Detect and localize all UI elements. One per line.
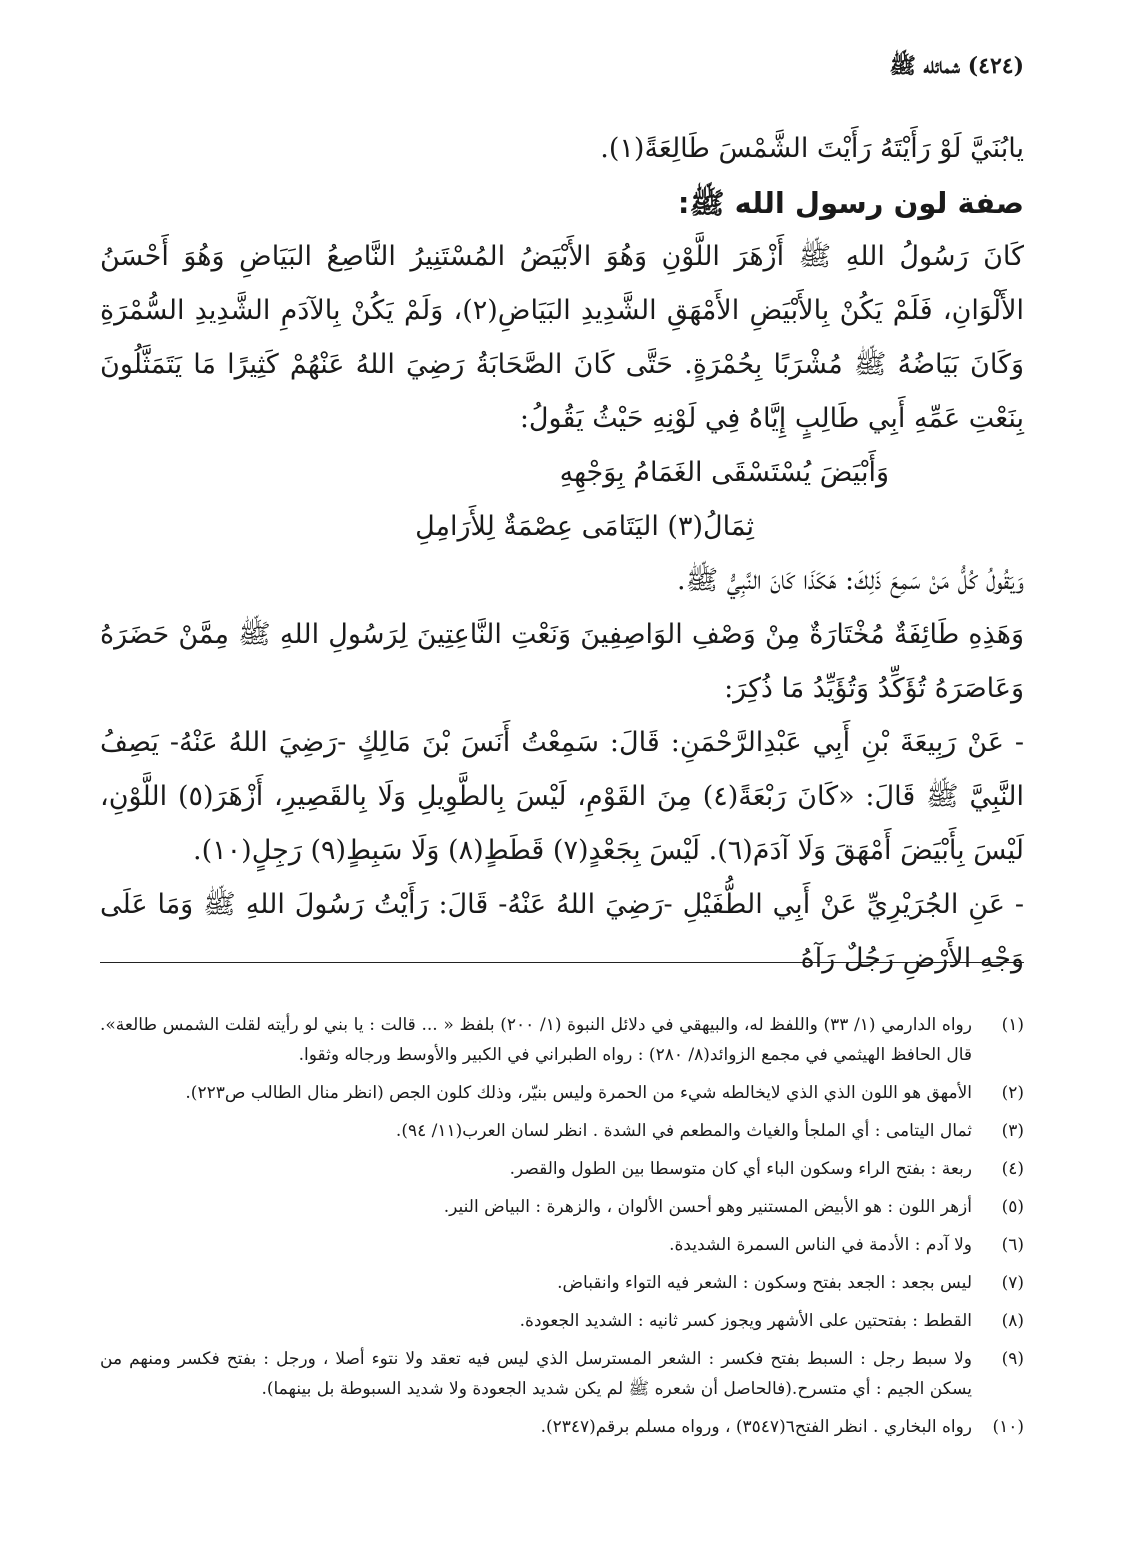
paragraph-complexion: كَانَ رَسُولُ اللهِ ﷺ أَزْهَرَ اللَّوْنِ وَهُوَ الأَبْيَضُ المُسْتَنِيرُ النَّاصِعُ البَيَاضِ وَهُوَ أَحْسَنُ الأَلْوَانِ، فَلَمْ يَكُنْ بِالأَبْيَضِ الأَمْهَقِ الشَّدِيدِ البَيَاضِ(٢)، وَلَمْ يَكُنْ بِالآدَمِ الشَّدِيدِ السُّمْرَةِ وَكَانَ بَيَاضُهُ ﷺ مُشْرَبًا بِحُمْرَةٍ. حَتَّى كَانَ الصَّحَابَةُ رَضِيَ اللهُ عَنْهُمْ كَثِيرًا مَا يَتَمَثَّلُونَ بِنَعْتِ عَمِّهِ أَبِي طَالِبٍ إِيَّاهُ فِي لَوْنِهِ حَيْثُ يَقُولُ:	[100, 241, 1024, 434]
footnote-text: ولا آدم : الأدمة في الناس السمرة الشديدة.	[669, 1235, 972, 1255]
footnote-number: (٧)	[1001, 1273, 1024, 1293]
footnote-text: ربعة : بفتح الراء وسكون الباء أي كان متوسطا بين الطول والقصر.	[509, 1159, 972, 1179]
footnotes	[100, 1010, 1024, 1450]
footnote-number: (٢)	[1001, 1083, 1024, 1103]
footnote	[100, 1154, 1024, 1184]
footnote-divider	[100, 962, 1024, 963]
footnote	[100, 1116, 1024, 1146]
hadith-rabia: - عَنْ رَبِيعَةَ بْنِ أَبِي عَبْدِالرَّحْمَنِ: قَالَ: سَمِعْتُ أَنَسَ بْنَ مَالِكٍ -رَضِيَ اللهُ عَنْهُ- يَصِفُ النَّبِيَّ ﷺ قَالَ: «كَانَ رَبْعَةً(٤) مِنَ القَوْمِ، لَيْسَ بِالطَّوِيلِ وَلَا بِالقَصِيرِ، أَزْهَرَ(٥) اللَّوْنِ، لَيْسَ بِأَبْيَضَ أَمْهَقَ وَلَا آدَمَ(٦). لَيْسَ بِجَعْدٍ(٧) قَطَطٍ(٨) وَلَا سَبِطٍ(٩) رَجِلٍ(١٠).	[100, 727, 1024, 866]
intro-paragraph: يابُنَيَّ لَوْ رَأَيْتَهُ رَأَيْتَ الشَّمْسَ طَالِعَةً(١).	[600, 133, 1024, 164]
paragraph-listeners: وَيَقُولُ كُلُّ مَنْ سَمِعَ ذَلِكَ: هَكَذَا كَانَ النَّبِيُّ ﷺ.	[677, 565, 1024, 596]
section-heading: صفة لون رسول الله ﷺ:	[677, 186, 1024, 220]
page-header: (٤٢٤) شمائله ﷺ	[889, 53, 1024, 79]
footnote	[100, 1078, 1024, 1108]
footnote-text: أزهر اللون : هو الأبيض المستنير وهو أحسن الألوان ، والزهرة : البياض النير.	[443, 1197, 972, 1217]
footnote-text: القطط : بفتحتين على الأشهر ويجوز كسر ثانيه : الشديد الجعودة.	[519, 1311, 972, 1331]
footnote-number: (٦)	[1001, 1235, 1024, 1255]
footnote-text: الأمهق هو اللون الذي الذي لايخالطه شيء من الحمرة وليس بنيّر، وذلك كلون الجص (انظر منال الطالب ص٢٢٣).	[185, 1083, 972, 1103]
footnote-number: (٩)	[1001, 1349, 1024, 1369]
poem-verse-first: وَأَبْيَضَ يُسْتَسْقَى الغَمَامُ بِوَجْهِهِ	[559, 457, 889, 488]
footnote	[100, 1412, 1024, 1442]
footnote	[100, 1344, 1024, 1404]
footnote	[100, 1230, 1024, 1260]
footnote-text: رواه البخاري . انظر الفتح٦(٣٥٤٧) ، ورواه مسلم برقم(٢٣٤٧).	[540, 1417, 972, 1437]
main-text	[100, 122, 1024, 986]
footnote-number: (٣)	[1001, 1121, 1024, 1141]
footnote-text: ليس بجعد : الجعد بفتح وسكون : الشعر فيه التواء وانقباض.	[557, 1273, 972, 1293]
footnote	[100, 1306, 1024, 1336]
footnote-number: (٥)	[1001, 1197, 1024, 1217]
footnote-text: ثمال اليتامى : أي الملجأ والغياث والمطعم في الشدة . انظر لسان العرب(١١/ ٩٤).	[395, 1121, 972, 1141]
footnote-number: (٨)	[1001, 1311, 1024, 1331]
footnote	[100, 1268, 1024, 1298]
footnote-number: (١٠)	[992, 1417, 1024, 1437]
footnote	[100, 1192, 1024, 1222]
footnote	[100, 1010, 1024, 1070]
poem-verse-second: ثِمَالُ(٣) اليَتَامَى عِصْمَةٌ لِلأَرَامِلِ	[415, 511, 754, 542]
footnote-text: ولا سبط رجل : السبط بفتح فكسر : الشعر المسترسل الذي ليس فيه تعقد ولا نتوء أصلا ، ورجل : بفتح فكسر ومنهم من يسكن الجيم : أي متسرح.(فالحاصل أن شعره ﷺ لم يكن شديد الجعودة ولا شديد السبوطة بل بينهما).	[100, 1349, 972, 1399]
footnote-text: رواه الدارمي (١/ ٣٣) واللفظ له، والبيهقي في دلائل النبوة (١/ ٢٠٠) بلفظ « ... قالت : يا بني لو رأيته لقلت الشمس طالعة». قال الحافظ الهيثمي في مجمع الزوائد(٨/ ٢٨٠) : رواه الطبراني في الكبير والأوسط ورجاله وثقوا.	[100, 1015, 972, 1065]
hadith-jurayri: - عَنِ الجُرَيْرِيِّ عَنْ أَبِي الطُّفَيْلِ -رَضِيَ اللهُ عَنْهُ- قَالَ: رَأَيْتُ رَسُولَ اللهِ ﷺ وَمَا عَلَى وَجْهِ الأَرْضِ رَجُلٌ رَآهُ	[100, 889, 1024, 974]
paragraph-selection: وَهَذِهِ طَائِفَةٌ مُخْتَارَةٌ مِنْ وَصْفِ الوَاصِفِينَ وَنَعْتِ النَّاعِتِينَ لِرَسُولِ اللهِ ﷺ مِمَّنْ حَضَرَهُ وَعَاصَرَهُ تُؤَكِّدُ وَتُؤَيِّدُ مَا ذُكِرَ:	[100, 619, 1024, 704]
footnote-number: (٤)	[1001, 1159, 1024, 1179]
footnote-number: (١)	[1001, 1015, 1024, 1035]
